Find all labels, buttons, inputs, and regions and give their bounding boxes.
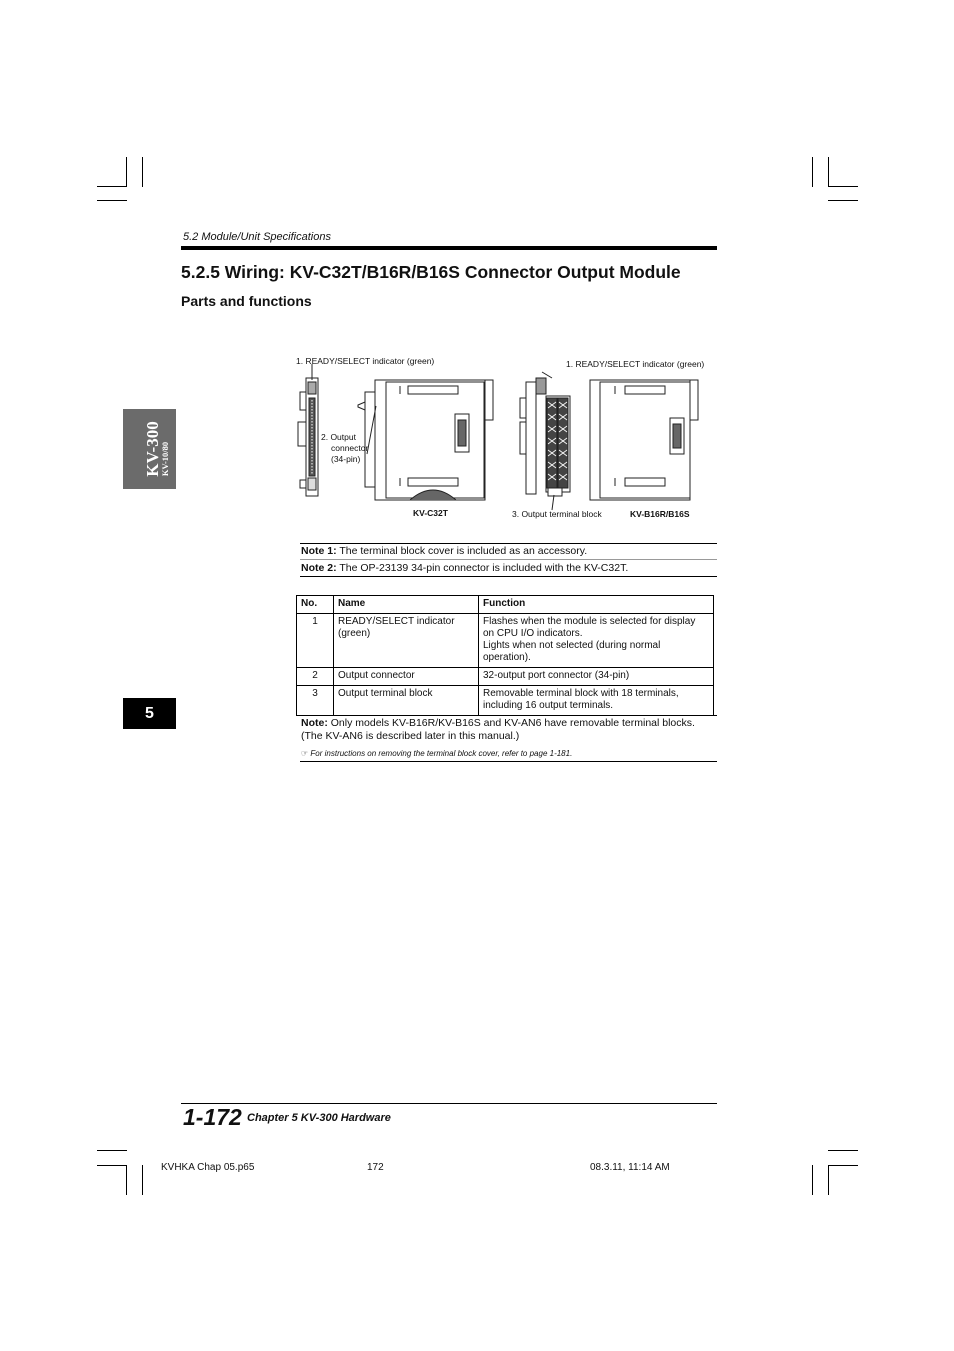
- side-tab-kv300: [123, 409, 176, 489]
- bottom-note-bottom-rule: [300, 761, 717, 762]
- table-row: [297, 668, 714, 686]
- table-header-no: No.: [297, 596, 334, 614]
- table-cell-function: 32-output port connector (34-pin): [479, 668, 714, 686]
- header-rule: [181, 246, 717, 250]
- kv-b16r-side-view: [590, 380, 698, 500]
- crop-mark: [828, 157, 829, 187]
- side-tab-sub-label: KV-10/80: [160, 441, 170, 477]
- table-cell-no: 2: [297, 668, 334, 686]
- note-2: [301, 562, 628, 574]
- reference-icon: ☞: [301, 749, 309, 758]
- notes-mid-rule: [300, 559, 717, 560]
- table-cell-name: Output terminal block: [334, 686, 479, 716]
- crop-mark: [97, 200, 127, 201]
- note-1-text: The terminal block cover is included as an accessory.: [336, 545, 588, 557]
- section-path: 5.2 Module/Unit Specifications: [183, 231, 331, 243]
- table-cell-no: 1: [297, 614, 334, 668]
- figure-label-indicator-right: 1. READY/SELECT indicator (green): [566, 359, 705, 369]
- table-header-row: [297, 596, 714, 614]
- note-2-label: Note 2:: [301, 562, 337, 574]
- crop-mark: [126, 157, 127, 187]
- table-cell-function: [479, 614, 714, 668]
- table-cell-name: Output connector: [334, 668, 479, 686]
- print-timestamp: 08.3.11, 11:14 AM: [590, 1162, 670, 1173]
- sheet-number: 172: [367, 1162, 384, 1173]
- table-header-function: Function: [479, 596, 714, 614]
- page-title: 5.2.5 Wiring: KV-C32T/B16R/B16S Connector Output Module: [181, 262, 681, 282]
- chapter-footer: Chapter 5 KV-300 Hardware: [247, 1112, 391, 1124]
- page-number: 1-172: [183, 1104, 242, 1130]
- crop-mark: [97, 186, 127, 187]
- crop-mark: [828, 186, 858, 187]
- crop-mark: [828, 200, 858, 201]
- figure-label-terminal-block: 3. Output terminal block: [512, 509, 602, 519]
- table-cell-function-line: Lights when not selected (during normal operation).: [483, 640, 661, 663]
- table-cell-no: 3: [297, 686, 334, 716]
- crop-mark: [828, 1150, 858, 1151]
- bottom-note: [301, 717, 711, 743]
- kv-c32t-side-view: [358, 380, 493, 500]
- terminal-leader-line: [552, 495, 554, 510]
- table-header-name: Name: [334, 596, 479, 614]
- kv-c32t-front-view: [298, 364, 318, 496]
- section-subtitle: Parts and functions: [181, 293, 312, 309]
- page-reference-text: For instructions on removing the terminal block cover, refer to page 1-181.: [308, 749, 573, 758]
- footer-rule: [181, 1103, 717, 1104]
- figure-label-connector-line1: 2. Output: [321, 432, 356, 442]
- table-cell-function: Removable terminal block with 18 terminals, including 16 output terminals.: [479, 686, 714, 716]
- crop-mark: [828, 1165, 858, 1166]
- figure-label-connector-line2: connector: [331, 443, 369, 453]
- table-cell-function-line: Flashes when the module is selected for display on CPU I/O indicators.: [483, 616, 696, 639]
- chapter-tab: 5: [123, 698, 176, 729]
- bottom-note-label: Note:: [301, 717, 328, 729]
- crop-mark: [142, 1165, 143, 1195]
- table-cell-name: READY/SELECT indicator (green): [334, 614, 479, 668]
- notes-bottom-rule: [300, 576, 717, 577]
- file-name: KVHKA Chap 05.p65: [161, 1162, 255, 1173]
- crop-mark: [812, 157, 813, 187]
- note-1: [301, 545, 587, 557]
- crop-mark: [97, 1165, 127, 1166]
- crop-mark: [812, 1165, 813, 1195]
- crop-mark: [142, 157, 143, 187]
- bottom-note-top-rule: [300, 715, 717, 716]
- page-reference: [301, 749, 572, 758]
- parts-table: [296, 595, 714, 716]
- kv-b16r-front-view: [520, 372, 570, 496]
- figure-label-connector-line3: (34-pin): [331, 454, 361, 464]
- crop-mark: [97, 1150, 127, 1151]
- crop-mark: [126, 1165, 127, 1195]
- figure-label-indicator-left: 1. READY/SELECT indicator (green): [296, 356, 435, 366]
- bottom-note-text: Only models KV-B16R/KV-B16S and KV-AN6 have removable terminal blocks. (The KV-AN6 is described later in this manual.): [301, 717, 695, 742]
- table-row: [297, 614, 714, 668]
- crop-mark: [828, 1165, 829, 1195]
- note-2-text: The OP-23139 34-pin connector is included with the KV-C32T.: [336, 562, 629, 574]
- side-tab-main-label: KV-300: [143, 421, 162, 477]
- notes-top-rule: [300, 543, 717, 544]
- table-row: [297, 686, 714, 716]
- figure-caption-kv-b16r: KV-B16R/B16S: [630, 509, 690, 519]
- figure-caption-kv-c32t: KV-C32T: [413, 508, 448, 518]
- note-1-label: Note 1:: [301, 545, 337, 557]
